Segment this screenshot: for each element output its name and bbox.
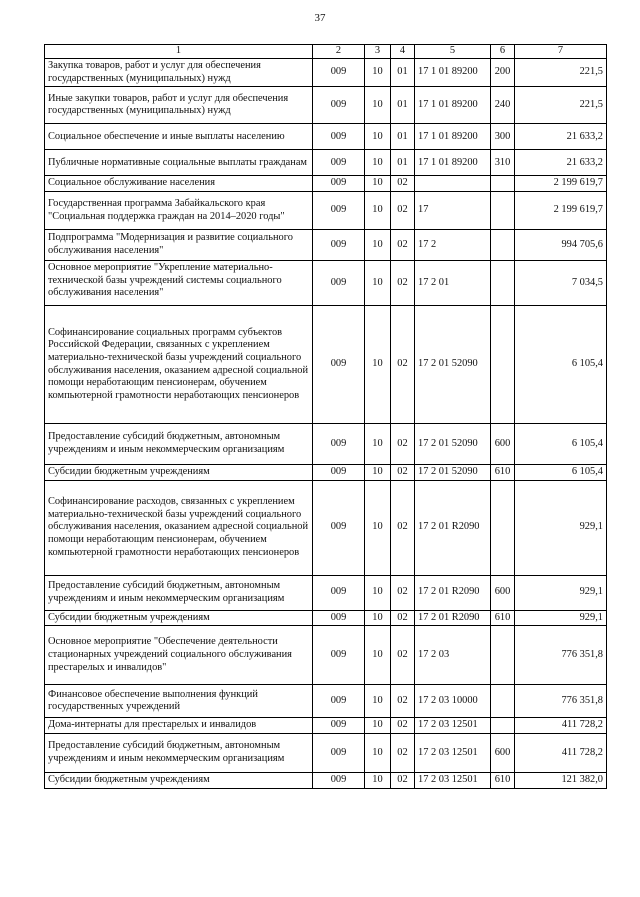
amount-cell: 776 351,8 — [515, 626, 607, 685]
section-code-cell: 10 — [365, 59, 391, 87]
table-body — [45, 59, 607, 789]
target-article-cell: 17 2 — [415, 230, 491, 261]
table-row — [45, 626, 607, 685]
subsection-code-cell: 02 — [391, 465, 415, 481]
target-article-cell: 17 2 01 52090 — [415, 306, 491, 424]
section-code-cell: 10 — [365, 424, 391, 465]
table-row — [45, 773, 607, 789]
grbs-code-cell: 009 — [313, 480, 365, 575]
target-article-cell: 17 — [415, 192, 491, 230]
item-name-cell: Финансовое обеспечение выполнения функций государственных учреждений — [45, 685, 313, 718]
item-name-cell: Социальное обслуживание населения — [45, 176, 313, 192]
item-name-cell: Публичные нормативные социальные выплаты гражданам — [45, 150, 313, 176]
expense-type-cell: 600 — [491, 734, 515, 773]
section-code-cell: 10 — [365, 465, 391, 481]
amount-cell: 929,1 — [515, 480, 607, 575]
grbs-code-cell: 009 — [313, 610, 365, 626]
target-article-cell: 17 1 01 89200 — [415, 150, 491, 176]
section-code-cell: 10 — [365, 575, 391, 610]
table-row — [45, 718, 607, 734]
grbs-code-cell: 009 — [313, 192, 365, 230]
grbs-code-cell: 009 — [313, 59, 365, 87]
amount-cell: 6 105,4 — [515, 306, 607, 424]
amount-cell: 21 633,2 — [515, 150, 607, 176]
budget-table — [44, 44, 607, 789]
amount-cell: 929,1 — [515, 575, 607, 610]
page-number: 37 — [314, 12, 326, 24]
table-row — [45, 424, 607, 465]
subsection-code-cell: 02 — [391, 734, 415, 773]
expense-type-cell: 300 — [491, 124, 515, 150]
item-name-cell: Иные закупки товаров, работ и услуг для обеспечения государственных (муниципальных) нужд — [45, 87, 313, 124]
target-article-cell: 17 2 01 52090 — [415, 424, 491, 465]
grbs-code-cell: 009 — [313, 261, 365, 306]
expense-type-cell: 310 — [491, 150, 515, 176]
table-row — [45, 176, 607, 192]
expense-type-cell — [491, 261, 515, 306]
column-header: 5 — [415, 45, 491, 59]
expense-type-cell: 600 — [491, 424, 515, 465]
table-row — [45, 575, 607, 610]
column-header: 7 — [515, 45, 607, 59]
item-name-cell: Дома-интернаты для престарелых и инвалидов — [45, 718, 313, 734]
section-code-cell: 10 — [365, 87, 391, 124]
section-code-cell: 10 — [365, 150, 391, 176]
section-code-cell: 10 — [365, 773, 391, 789]
target-article-cell: 17 2 01 R2090 — [415, 610, 491, 626]
section-code-cell: 10 — [365, 192, 391, 230]
subsection-code-cell: 02 — [391, 176, 415, 192]
target-article-cell — [415, 176, 491, 192]
target-article-cell: 17 1 01 89200 — [415, 124, 491, 150]
item-name-cell: Предоставление субсидий бюджетным, автономным учреждениям и иным некоммерческим организациям — [45, 734, 313, 773]
amount-cell: 2 199 619,7 — [515, 176, 607, 192]
item-name-cell: Субсидии бюджетным учреждениям — [45, 773, 313, 789]
subsection-code-cell: 01 — [391, 87, 415, 124]
subsection-code-cell: 01 — [391, 150, 415, 176]
column-header: 1 — [45, 45, 313, 59]
item-name-cell: Софинансирование социальных программ субъектов Российской Федерации, связанных с укреплением материально-технической базы учреждений социального обслуживания населения, оказанием адресной социальной помощи неработающим пенсионерам, обучением компьютерной грамотности неработающих пенсионеров — [45, 306, 313, 424]
amount-cell: 994 705,6 — [515, 230, 607, 261]
expense-type-cell — [491, 230, 515, 261]
grbs-code-cell: 009 — [313, 773, 365, 789]
expense-type-cell — [491, 718, 515, 734]
amount-cell: 7 034,5 — [515, 261, 607, 306]
expense-type-cell: 200 — [491, 59, 515, 87]
expense-type-cell: 240 — [491, 87, 515, 124]
target-article-cell: 17 2 03 10000 — [415, 685, 491, 718]
subsection-code-cell: 02 — [391, 261, 415, 306]
table-row — [45, 465, 607, 481]
item-name-cell: Субсидии бюджетным учреждениям — [45, 610, 313, 626]
expense-type-cell — [491, 306, 515, 424]
subsection-code-cell: 01 — [391, 59, 415, 87]
expense-type-cell: 610 — [491, 465, 515, 481]
grbs-code-cell: 009 — [313, 87, 365, 124]
grbs-code-cell: 009 — [313, 176, 365, 192]
target-article-cell: 17 1 01 89200 — [415, 87, 491, 124]
amount-cell: 21 633,2 — [515, 124, 607, 150]
expense-type-cell — [491, 685, 515, 718]
expense-type-cell — [491, 176, 515, 192]
subsection-code-cell: 02 — [391, 773, 415, 789]
item-name-cell: Закупка товаров, работ и услуг для обеспечения государственных (муниципальных) нужд — [45, 59, 313, 87]
amount-cell: 6 105,4 — [515, 424, 607, 465]
subsection-code-cell: 02 — [391, 480, 415, 575]
amount-cell: 221,5 — [515, 87, 607, 124]
grbs-code-cell: 009 — [313, 424, 365, 465]
item-name-cell: Предоставление субсидий бюджетным, автономным учреждениям и иным некоммерческим организациям — [45, 575, 313, 610]
expense-type-cell: 600 — [491, 575, 515, 610]
amount-cell: 929,1 — [515, 610, 607, 626]
target-article-cell: 17 2 03 12501 — [415, 773, 491, 789]
section-code-cell: 10 — [365, 685, 391, 718]
table-row — [45, 150, 607, 176]
amount-cell: 411 728,2 — [515, 734, 607, 773]
section-code-cell: 10 — [365, 261, 391, 306]
amount-cell: 411 728,2 — [515, 718, 607, 734]
section-code-cell: 10 — [365, 306, 391, 424]
item-name-cell: Предоставление субсидий бюджетным, автономным учреждениям и иным некоммерческим организациям — [45, 424, 313, 465]
table-row — [45, 230, 607, 261]
target-article-cell: 17 2 03 — [415, 626, 491, 685]
subsection-code-cell: 02 — [391, 230, 415, 261]
table-row — [45, 610, 607, 626]
table-row — [45, 480, 607, 575]
target-article-cell: 17 2 03 12501 — [415, 718, 491, 734]
table-row — [45, 261, 607, 306]
item-name-cell: Субсидии бюджетным учреждениям — [45, 465, 313, 481]
section-code-cell: 10 — [365, 734, 391, 773]
column-header: 2 — [313, 45, 365, 59]
subsection-code-cell: 02 — [391, 424, 415, 465]
amount-cell: 121 382,0 — [515, 773, 607, 789]
grbs-code-cell: 009 — [313, 465, 365, 481]
subsection-code-cell: 01 — [391, 124, 415, 150]
subsection-code-cell: 02 — [391, 192, 415, 230]
grbs-code-cell: 009 — [313, 685, 365, 718]
subsection-code-cell: 02 — [391, 626, 415, 685]
subsection-code-cell: 02 — [391, 685, 415, 718]
column-header: 4 — [391, 45, 415, 59]
target-article-cell: 17 1 01 89200 — [415, 59, 491, 87]
target-article-cell: 17 2 01 R2090 — [415, 480, 491, 575]
expense-type-cell: 610 — [491, 773, 515, 789]
section-code-cell: 10 — [365, 610, 391, 626]
amount-cell: 6 105,4 — [515, 465, 607, 481]
expense-type-cell — [491, 626, 515, 685]
grbs-code-cell: 009 — [313, 306, 365, 424]
table-row — [45, 734, 607, 773]
amount-cell: 2 199 619,7 — [515, 192, 607, 230]
section-code-cell: 10 — [365, 480, 391, 575]
subsection-code-cell: 02 — [391, 718, 415, 734]
expense-type-cell: 610 — [491, 610, 515, 626]
item-name-cell: Социальное обеспечение и иные выплаты населению — [45, 124, 313, 150]
target-article-cell: 17 2 03 12501 — [415, 734, 491, 773]
target-article-cell: 17 2 01 52090 — [415, 465, 491, 481]
item-name-cell: Основное мероприятие "Обеспечение деятельности стационарных учреждений социального обслуживания престарелых и инвалидов" — [45, 626, 313, 685]
table-row — [45, 124, 607, 150]
grbs-code-cell: 009 — [313, 230, 365, 261]
section-code-cell: 10 — [365, 176, 391, 192]
section-code-cell: 10 — [365, 626, 391, 685]
grbs-code-cell: 009 — [313, 575, 365, 610]
table-row — [45, 192, 607, 230]
grbs-code-cell: 009 — [313, 718, 365, 734]
column-header: 3 — [365, 45, 391, 59]
item-name-cell: Софинансирование расходов, связанных с укреплением материально-технической базы учреждений социального обслуживания населения, оказанием адресной социальной помощи неработающим пенсионерам, обучением компьютерной грамотности неработающих пенсионеров — [45, 480, 313, 575]
subsection-code-cell: 02 — [391, 575, 415, 610]
column-header: 6 — [491, 45, 515, 59]
section-code-cell: 10 — [365, 124, 391, 150]
table-row — [45, 306, 607, 424]
subsection-code-cell: 02 — [391, 306, 415, 424]
grbs-code-cell: 009 — [313, 124, 365, 150]
table-row — [45, 59, 607, 87]
item-name-cell: Подпрограмма "Модернизация и развитие социального обслуживания населения" — [45, 230, 313, 261]
target-article-cell: 17 2 01 R2090 — [415, 575, 491, 610]
grbs-code-cell: 009 — [313, 150, 365, 176]
expense-type-cell — [491, 480, 515, 575]
section-code-cell: 10 — [365, 230, 391, 261]
amount-cell: 776 351,8 — [515, 685, 607, 718]
amount-cell: 221,5 — [515, 59, 607, 87]
table-row — [45, 87, 607, 124]
target-article-cell: 17 2 01 — [415, 261, 491, 306]
column-number-row — [45, 45, 607, 59]
item-name-cell: Основное мероприятие "Укрепление материально-технической базы учреждений системы социального обслуживания населения" — [45, 261, 313, 306]
grbs-code-cell: 009 — [313, 626, 365, 685]
item-name-cell: Государственная программа Забайкальского края "Социальная поддержка граждан на 2014–2020 годы" — [45, 192, 313, 230]
subsection-code-cell: 02 — [391, 610, 415, 626]
section-code-cell: 10 — [365, 718, 391, 734]
expense-type-cell — [491, 192, 515, 230]
grbs-code-cell: 009 — [313, 734, 365, 773]
table-row — [45, 685, 607, 718]
